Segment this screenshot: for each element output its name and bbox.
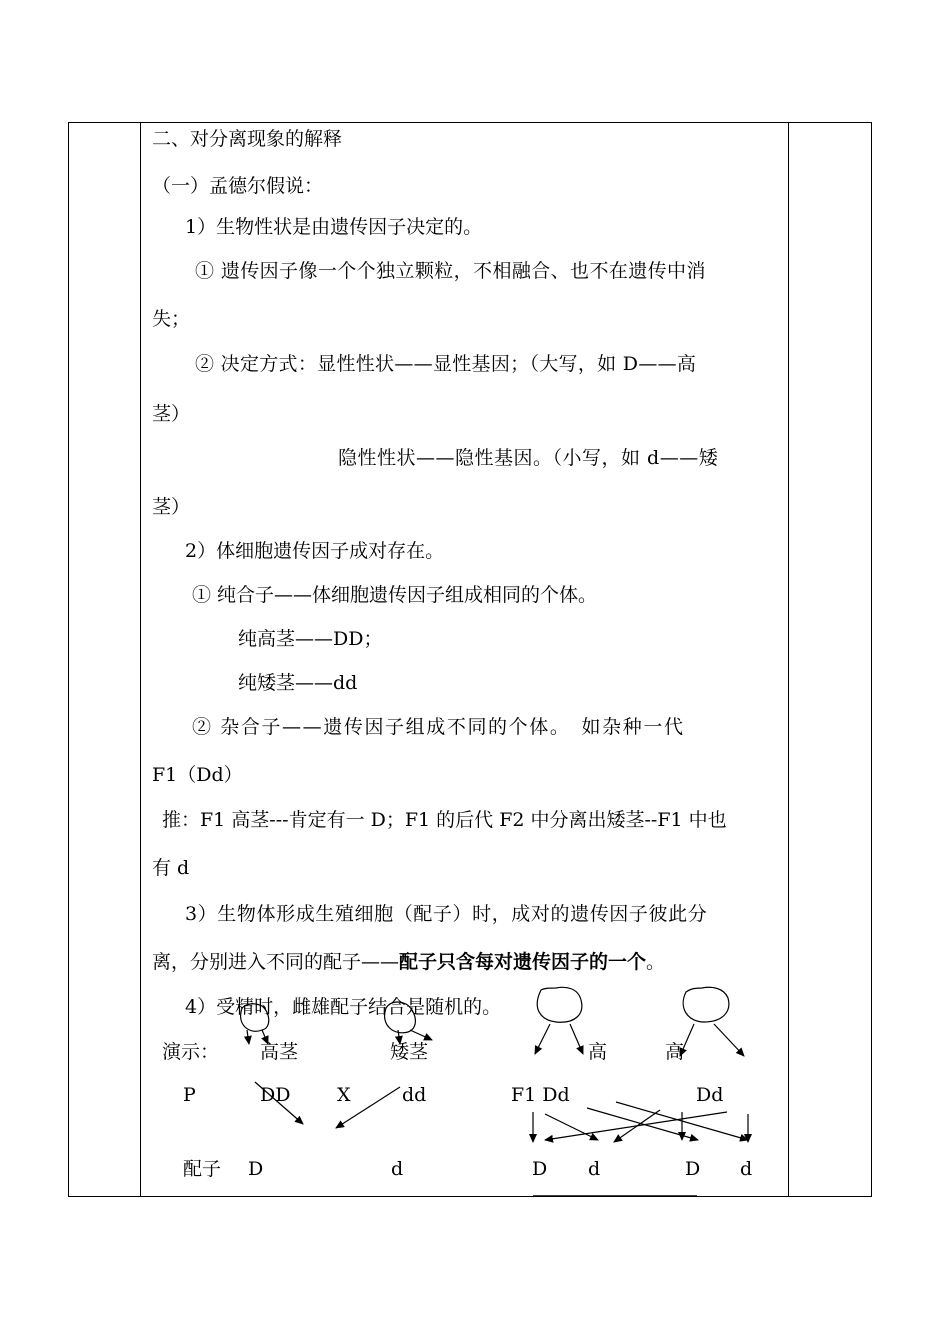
tall-stem-label: 高茎 <box>260 1041 299 1063</box>
hypothesis-3: 3）生物体形成生殖细胞（配子）时，成对的遗传因子彼此分 <box>185 903 708 925</box>
column-divider-right <box>788 122 789 1197</box>
tall-label-2: 高 <box>665 1041 685 1063</box>
hypothesis-1-recessive-cont: 茎） <box>152 496 191 518</box>
subsection-heading: （一）孟德尔假说： <box>152 175 324 197</box>
genotype-dd: dd <box>402 1084 427 1106</box>
f1-gamete-D-1: D <box>532 1158 548 1180</box>
f1-genotype-right: Dd <box>696 1084 724 1106</box>
pure-tall-example: 纯高茎——DD； <box>238 628 383 650</box>
gamete-label: 配子 <box>183 1158 222 1180</box>
cross-symbol: X <box>337 1084 351 1106</box>
hypothesis-3-cont-text: 离，分别进入不同的配子—— <box>152 951 400 973</box>
hypothesis-2: 2）体细胞遗传因子成对存在。 <box>185 540 445 562</box>
section-heading: 二、对分离现象的解释 <box>152 128 343 150</box>
hypothesis-3-period: 。 <box>646 951 666 973</box>
hypothesis-1: 1）生物性状是由遗传因子决定的。 <box>185 216 483 238</box>
f1-gamete-D-2: D <box>685 1158 701 1180</box>
hypothesis-1-point-1-cont: 失； <box>152 308 191 330</box>
table-frame <box>68 122 872 1197</box>
hypothesis-3-cont <box>152 950 665 974</box>
demo-label: 演示： <box>162 1041 220 1063</box>
gamete-d: d <box>391 1158 404 1180</box>
f1-gamete-d-2: d <box>740 1158 753 1180</box>
p-label: P <box>183 1084 196 1106</box>
pure-short-example: 纯矮茎——dd <box>238 672 358 694</box>
inference-line-cont: 有 d <box>152 857 190 879</box>
short-stem-label: 矮茎 <box>390 1041 429 1063</box>
homozygote-definition: ① 纯合子——体细胞遗传因子组成相同的个体。 <box>192 584 598 606</box>
tall-label-1: 高 <box>588 1041 608 1063</box>
f1-genotype: F1 Dd <box>511 1084 570 1106</box>
f1-gamete-d-1: d <box>588 1158 601 1180</box>
heterozygote-example: F1（Dd） <box>152 764 243 786</box>
heterozygote-definition: ② 杂合子——遗传因子组成不同的个体。 如杂种一代 <box>192 716 685 738</box>
genotype-DD: DD <box>260 1084 291 1106</box>
gamete-D: D <box>248 1158 264 1180</box>
hypothesis-3-bold: 配子只含每对遗传因子的一个 <box>399 951 647 973</box>
hypothesis-4: 4）受精时，雌雄配子结合是随机的。 <box>185 996 502 1018</box>
inference-line: 推：F1 高茎---肯定有一 D；F1 的后代 F2 中分离出矮茎--F1 中也 <box>162 809 727 831</box>
hypothesis-1-point-2: ② 决定方式：显性性状——显性基因；（大写，如 D——高 <box>195 353 697 375</box>
hypothesis-1-point-1: ① 遗传因子像一个个独立颗粒，不相融合、也不在遗传中消 <box>195 260 706 282</box>
column-divider-left <box>140 122 141 1197</box>
hypothesis-1-point-2-cont: 茎） <box>152 403 191 425</box>
hypothesis-1-recessive: 隐性性状——隐性基因。（小写，如 d——矮 <box>338 447 719 469</box>
